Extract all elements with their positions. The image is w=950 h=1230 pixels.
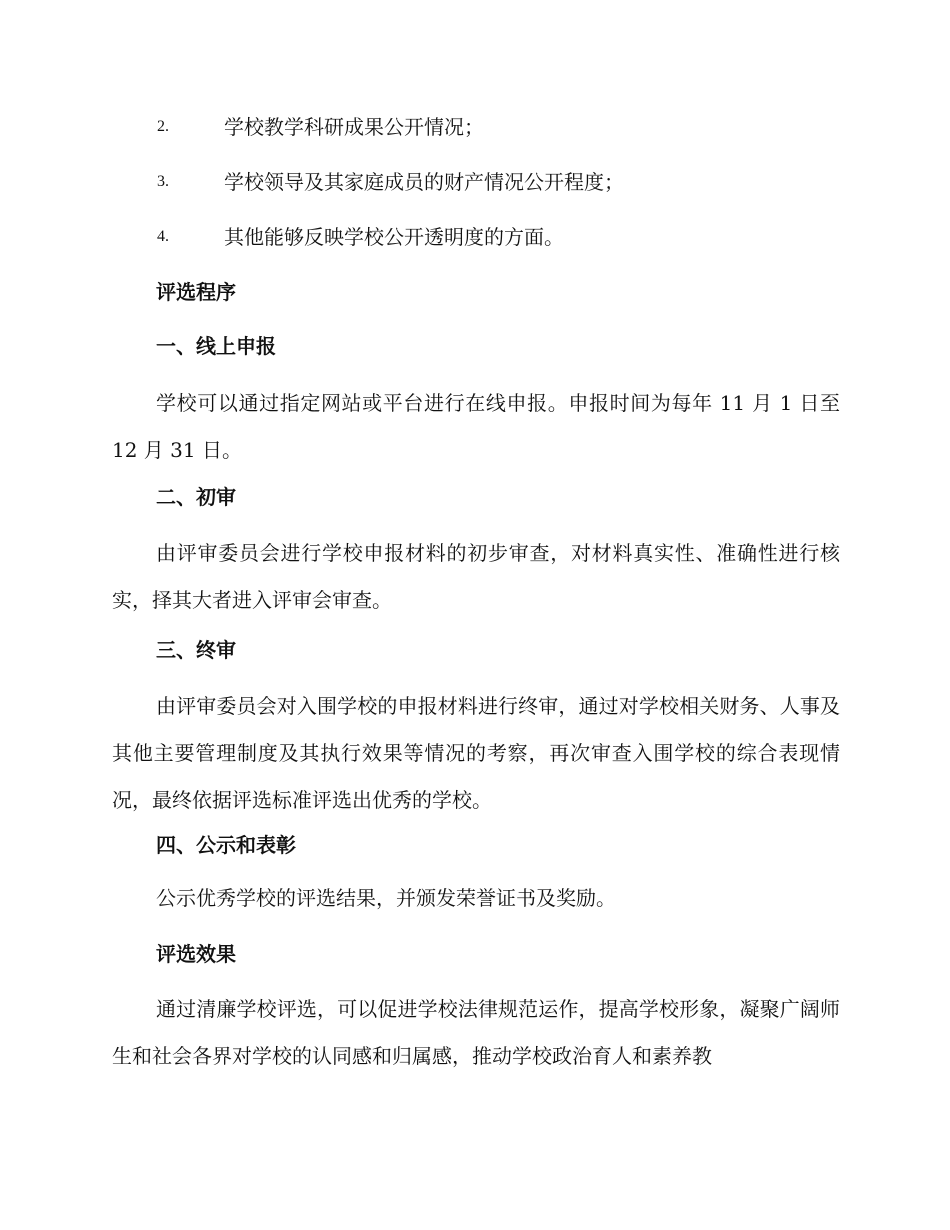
list-item-number: 4.: [157, 228, 169, 245]
list-item-number: 2.: [157, 118, 169, 135]
list-item: [0, 217, 950, 257]
effect-heading: 评选效果: [156, 942, 236, 966]
step1-heading: 一、线上申报: [156, 334, 276, 358]
step3-heading: 三、终审: [156, 638, 236, 662]
list-item-text: 其他能够反映学校公开透明度的方面。: [224, 225, 564, 249]
effect-paragraph: 通过清廉学校评选，可以促进学校法律规范运作，提高学校形象，凝聚广阔师生和社会各界对学校的认同感和归属感，推动学校政治育人和素养教: [112, 997, 840, 1068]
step3-paragraph: 由评审委员会对入围学校的申报材料进行终审，通过对学校相关财务、人事及其他主要管理制度及其执行效果等情况的考察，再次审查入围学校的综合表现情况，最终依据评选标准评选出优秀的学校。: [112, 694, 840, 812]
procedure-heading: 评选程序: [156, 280, 236, 304]
list-item-number: 3.: [157, 173, 169, 190]
step1-paragraph: 学校可以通过指定网站或平台进行在线申报。申报时间为每年 11 月 1 日至 12 月 31 日。: [112, 391, 840, 462]
list-item-text: 学校领导及其家庭成员的财产情况公开程度；: [224, 170, 624, 194]
step2-paragraph: 由评审委员会进行学校申报材料的初步审查，对材料真实性、准确性进行核实，择其大者进入评审会审查。: [112, 541, 840, 612]
list-item: [0, 162, 950, 202]
list-item-text: 学校教学科研成果公开情况；: [224, 115, 484, 139]
step2-heading: 二、初审: [156, 485, 236, 509]
step4-paragraph: 公示优秀学校的评选结果，并颁发荣誉证书及奖励。: [156, 886, 616, 910]
list-item: [0, 107, 950, 147]
step4-heading: 四、公示和表彰: [156, 833, 296, 857]
